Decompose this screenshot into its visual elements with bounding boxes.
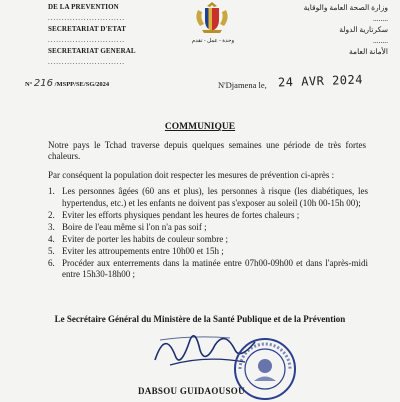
- list-item: 6. Procéder aux enterrements dans la matinée entre 07h00-09h00 et dans l'après-midi entre 15h30-18h00 ;: [48, 257, 368, 279]
- measures-list: [48, 186, 368, 281]
- secretariat-general-arabic: الأمانة العامة: [349, 47, 388, 56]
- secretariat-etat: SECRETARIAT D'ETAT: [48, 25, 126, 33]
- separator-dots: ............................: [48, 36, 125, 44]
- signer-name: DABSOU GUIDAOUSOU: [138, 386, 245, 396]
- separator-dots: ............................: [48, 58, 125, 66]
- list-item: 3. Boire de l'eau même si l'on n'a pas soif ;: [48, 221, 207, 232]
- national-motto: وحدة - عمل - تقدم: [191, 38, 235, 44]
- reference-handwritten-number: 216: [33, 78, 54, 89]
- header-left: [48, 2, 178, 68]
- document-title: COMMUNIQUE: [164, 122, 236, 132]
- date-stamp: 24 AVR 2024: [277, 72, 364, 90]
- secretariat-etat-arabic: سكرتارية الدولة: [339, 25, 388, 34]
- coat-of-arms-icon: [192, 0, 232, 34]
- intro-paragraph: Notre pays le Tchad traverse depuis quelques semaines une période de très fortes chaleurs.: [48, 140, 366, 161]
- signatory-title: Le Secrétaire Général du Ministère de la Santé Publique et de la Prévention: [54, 314, 346, 324]
- ministry-line: DE LA PREVENTION: [48, 3, 119, 11]
- reference-code: /MSPP/SE/SG/2024: [54, 81, 110, 88]
- list-item: 1. Les personnes âgées (60 ans et plus), les personnes à risque (les diabétiques, les hypertendus, etc.) et les enfants ne doivent pas s'exposer au soleil (10h 00-15h 00);: [48, 186, 368, 208]
- ministry-line-arabic: وزارة الصحة العامة والوقاية: [303, 3, 388, 12]
- reference-prefix: N°: [25, 81, 33, 88]
- list-item: 5. Eviter les attroupements entre 10h00 et 15h ;: [48, 245, 224, 256]
- header-right-arabic: [298, 2, 388, 57]
- place-label: N'Djamena le,: [218, 80, 267, 90]
- separator-dots: ........: [373, 36, 388, 45]
- separator-dots: ........: [373, 14, 388, 23]
- reference-number: [25, 78, 109, 89]
- separator-dots: ............................: [48, 14, 125, 22]
- list-item: 4. Eviter de porter les habits de couleur sombre ;: [48, 233, 228, 244]
- list-item: 2. Eviter les efforts physiques pendant les heures de fortes chaleurs ;: [48, 209, 300, 220]
- secretariat-general: SECRETARIAT GENERAL: [48, 47, 136, 55]
- measures-intro: Par conséquent la population doit respecter les mesures de prévention ci-après :: [48, 170, 335, 180]
